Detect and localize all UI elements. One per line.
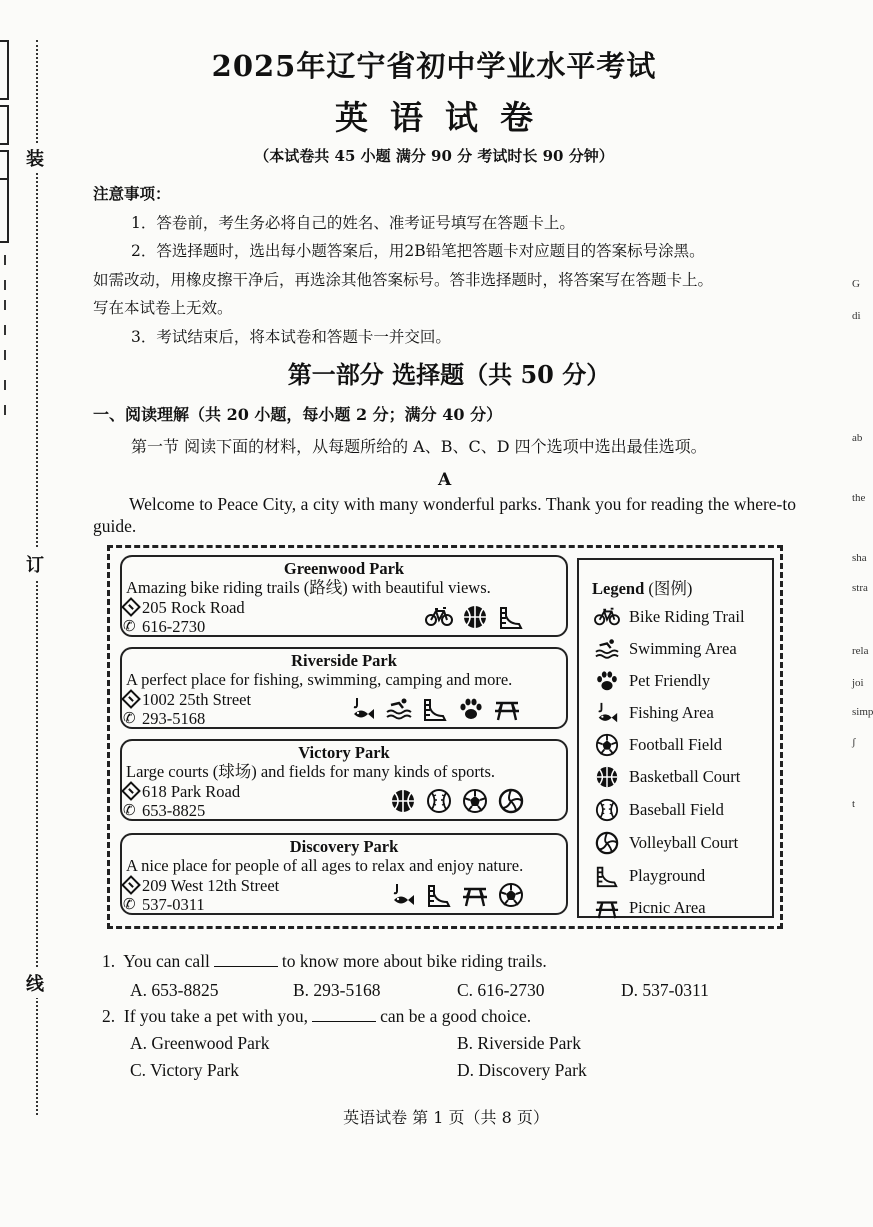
legend-label: Picnic Area bbox=[629, 898, 706, 917]
playground-icon bbox=[420, 695, 450, 723]
park-phone bbox=[123, 895, 205, 914]
exam-subject: 英语试卷 bbox=[335, 98, 555, 137]
playground-icon bbox=[496, 603, 526, 631]
phone-icon: ✆ bbox=[123, 619, 136, 635]
adjacent-page-fragment: ʃ bbox=[852, 736, 856, 748]
edge-tick bbox=[4, 325, 10, 335]
park-card-discovery bbox=[120, 833, 568, 915]
binding-char-ding: 订 bbox=[26, 549, 44, 579]
phone-icon: ✆ bbox=[123, 897, 136, 913]
park-name: Greenwood Park bbox=[283, 559, 405, 578]
edge-tick bbox=[4, 405, 10, 415]
page-footer: 英语试卷 第 1 页（共 8 页） bbox=[343, 1108, 549, 1127]
legend-label: Pet Friendly bbox=[629, 671, 711, 690]
legend-item bbox=[593, 636, 737, 662]
legend-label: Playground bbox=[629, 866, 706, 885]
park-phone bbox=[123, 801, 206, 820]
swimming-icon bbox=[384, 695, 414, 723]
park-phone-text: 537-0311 bbox=[142, 895, 205, 914]
park-facility-icons bbox=[424, 603, 526, 631]
address-icon bbox=[121, 689, 141, 709]
exam-info: （本试卷共 45 小题 满分 90 分 考试时长 90 分钟） bbox=[254, 147, 614, 165]
park-description: Large courts (球场) and fields for many kinds of sports. bbox=[126, 762, 496, 781]
volleyball-icon bbox=[593, 830, 621, 856]
legend-item bbox=[593, 863, 705, 889]
park-card-victory bbox=[120, 739, 568, 821]
legend-label: Fishing Area bbox=[629, 703, 714, 722]
question-text-before: If you take a pet with you, bbox=[123, 1006, 309, 1026]
park-address bbox=[142, 876, 279, 895]
notes-section bbox=[93, 180, 798, 351]
park-address-text: 618 Park Road bbox=[142, 782, 241, 801]
legend-box bbox=[577, 558, 774, 918]
legend-label: Baseball Field bbox=[629, 800, 724, 819]
park-address-text: 205 Rock Road bbox=[142, 598, 245, 617]
adjacent-page-fragment: simp bbox=[852, 706, 873, 718]
park-phone bbox=[123, 617, 206, 636]
part-title: 第一部分 选择题（共 50 分） bbox=[287, 360, 611, 389]
picnic-icon bbox=[593, 895, 621, 921]
park-address bbox=[142, 598, 245, 617]
passage-intro: Welcome to Peace City, a city with many wonderful parks. Thank you for reading the where-to guide. bbox=[93, 494, 796, 536]
legend-item bbox=[593, 797, 724, 823]
baseball-icon bbox=[424, 787, 454, 815]
question-1-option-d: D. 537-0311 bbox=[621, 980, 709, 1000]
note-item: 3．考试结束后，将本试卷和答题卡一并交回。 bbox=[131, 327, 451, 346]
adjacent-page-fragment: stra bbox=[852, 582, 868, 594]
playground-icon bbox=[424, 881, 454, 909]
park-description: Amazing bike riding trails (路线) with beautiful views. bbox=[126, 578, 491, 597]
pet-icon bbox=[593, 668, 621, 694]
subsection-instructions: 第一节 阅读下面的材料，从每题所给的 A、B、C、D 四个选项中选出最佳选项。 bbox=[131, 437, 707, 456]
adjacent-page-fragment: t bbox=[852, 798, 856, 810]
edge-mark bbox=[0, 178, 9, 243]
adjacent-page-fragment: sha bbox=[852, 552, 867, 564]
question-2 bbox=[102, 1006, 531, 1027]
question-text-after: can be a good choice. bbox=[380, 1006, 532, 1026]
question-text-after: to know more about bike riding trails. bbox=[281, 951, 547, 971]
question-number: 1. bbox=[102, 951, 116, 971]
legend-item bbox=[593, 732, 722, 758]
swimming-icon bbox=[593, 636, 621, 662]
question-2-option-c: C. Victory Park bbox=[130, 1060, 239, 1080]
volleyball-icon bbox=[496, 787, 526, 815]
legend-item bbox=[593, 895, 706, 921]
phone-icon: ✆ bbox=[123, 711, 136, 727]
park-name: Discovery Park bbox=[289, 837, 399, 856]
legend-title bbox=[592, 575, 692, 599]
phone-icon: ✆ bbox=[123, 803, 136, 819]
park-card-greenwood bbox=[120, 555, 568, 637]
park-phone bbox=[123, 709, 206, 728]
park-name: Riverside Park bbox=[291, 651, 397, 670]
legend-title-en: Legend bbox=[592, 579, 645, 598]
park-card-riverside bbox=[120, 647, 568, 729]
question-2-option-b: B. Riverside Park bbox=[457, 1033, 581, 1053]
legend-label: Bike Riding Trail bbox=[629, 607, 745, 626]
park-description: A perfect place for fishing, swimming, camping and more. bbox=[126, 670, 513, 689]
question-1 bbox=[102, 951, 547, 972]
legend-item bbox=[593, 830, 738, 856]
address-icon bbox=[121, 875, 141, 895]
park-address bbox=[142, 782, 240, 801]
fishing-icon bbox=[348, 695, 378, 723]
note-item: 如需改动，用橡皮擦干净后，再选涂其他答案标号。答非选择题时，将答案写在答题卡上。 bbox=[93, 270, 714, 289]
park-description: A nice place for people of all ages to relax and enjoy nature. bbox=[126, 856, 524, 875]
pet-icon bbox=[456, 695, 486, 723]
legend-title-cn: (图例) bbox=[648, 579, 693, 598]
football-icon bbox=[496, 881, 526, 909]
legend-item bbox=[593, 668, 710, 694]
adjacent-page-fragment: the bbox=[852, 492, 866, 504]
baseball-icon bbox=[593, 797, 621, 823]
legend-label: Volleyball Court bbox=[629, 833, 739, 852]
fishing-icon bbox=[593, 700, 621, 726]
legend-label: Swimming Area bbox=[629, 639, 737, 658]
edge-tick bbox=[4, 255, 10, 265]
passage-letter: A bbox=[438, 470, 452, 490]
legend-label: Basketball Court bbox=[629, 767, 741, 786]
park-phone-text: 653-8825 bbox=[142, 801, 206, 820]
note-item: 2．答选择题时，选出每小题答案后，用2B铅笔把答题卡对应题目的答案标号涂黑。 bbox=[131, 242, 705, 260]
notes-heading: 注意事项： bbox=[93, 184, 171, 203]
edge-tick bbox=[4, 280, 10, 290]
adjacent-page-fragment: rela bbox=[852, 645, 869, 657]
question-number: 2. bbox=[102, 1006, 116, 1026]
section-title: 一、阅读理解（共 20 小题，每小题 2 分；满分 40 分） bbox=[93, 405, 503, 424]
adjacent-page-fragment: G bbox=[852, 278, 860, 290]
note-item: 写在本试卷上无效。 bbox=[93, 299, 233, 317]
binding-char-xian: 线 bbox=[26, 968, 44, 998]
edge-tick bbox=[4, 300, 10, 310]
adjacent-page-fragment: di bbox=[852, 310, 861, 322]
question-1-option-c: C. 616-2730 bbox=[457, 980, 545, 1000]
question-text-before: You can call bbox=[123, 951, 210, 971]
football-icon bbox=[593, 732, 621, 758]
question-2-option-a: A. Greenwood Park bbox=[130, 1033, 270, 1053]
football-icon bbox=[460, 787, 490, 815]
question-1-option-b: B. 293-5168 bbox=[293, 980, 381, 1000]
binding-char-zhuang: 装 bbox=[26, 143, 44, 173]
park-facility-icons bbox=[388, 787, 526, 815]
bike-icon bbox=[424, 603, 454, 631]
picnic-icon bbox=[460, 881, 490, 909]
address-icon bbox=[121, 597, 141, 617]
park-address bbox=[142, 690, 251, 709]
bike-icon bbox=[593, 604, 621, 630]
note-item: 1．答卷前，考生务必将自己的姓名、准考证号填写在答题卡上。 bbox=[131, 213, 575, 232]
basketball-icon bbox=[388, 787, 418, 815]
park-facility-icons bbox=[348, 695, 522, 723]
legend-item bbox=[593, 700, 714, 726]
park-address-text: 209 West 12th Street bbox=[142, 876, 280, 895]
legend-label: Football Field bbox=[629, 735, 723, 754]
adjacent-page-fragment: ab bbox=[852, 432, 863, 444]
basketball-icon bbox=[593, 764, 621, 790]
adjacent-page-fragment: joi bbox=[852, 677, 864, 689]
park-phone-text: 293-5168 bbox=[142, 709, 206, 728]
park-address-text: 1002 25th Street bbox=[142, 690, 252, 709]
question-1-option-a: A. 653-8825 bbox=[130, 980, 219, 1000]
exam-title: 2025年辽宁省初中学业水平考试 bbox=[211, 49, 657, 83]
playground-icon bbox=[593, 863, 621, 889]
answer-blank bbox=[312, 1008, 376, 1022]
picnic-icon bbox=[492, 695, 522, 723]
park-name: Victory Park bbox=[298, 743, 390, 762]
basketball-icon bbox=[460, 603, 490, 631]
park-phone-text: 616-2730 bbox=[142, 617, 206, 636]
park-facility-icons bbox=[388, 881, 526, 909]
question-2-option-d: D. Discovery Park bbox=[457, 1060, 587, 1080]
park-guide bbox=[107, 545, 783, 929]
answer-blank bbox=[214, 953, 278, 967]
fishing-icon bbox=[388, 881, 418, 909]
legend-item bbox=[593, 604, 745, 630]
address-icon bbox=[121, 781, 141, 801]
legend-item bbox=[593, 764, 740, 790]
